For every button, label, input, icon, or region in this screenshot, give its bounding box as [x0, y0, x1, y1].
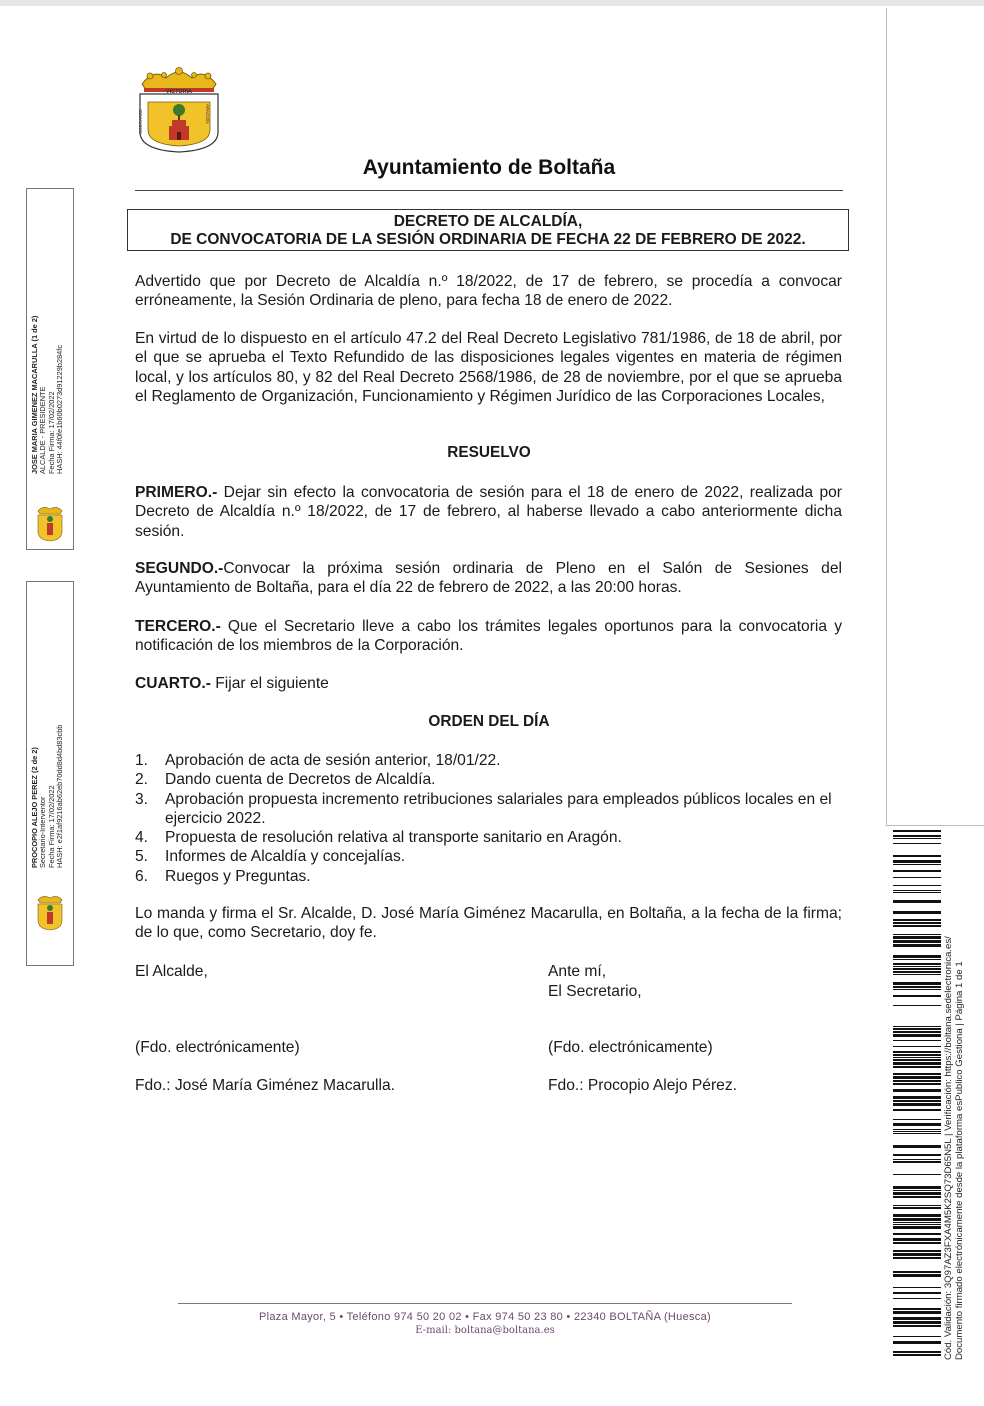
- agenda-number: 3.: [135, 790, 149, 808]
- agenda-text: Aprobación de acta de sesión anterior, 18/01/22.: [165, 752, 501, 769]
- stamp-crest-icon: [35, 894, 65, 932]
- agenda-text: Informes de Alcaldía y concejalías.: [165, 848, 406, 866]
- alcalde-electronic-sign: (Fdo. electrónicamente): [135, 1039, 300, 1056]
- tercero-label: TERCERO.-: [135, 618, 221, 635]
- resuelvo-heading: RESUELVO: [447, 444, 531, 461]
- top-border: [0, 0, 984, 6]
- validation-code: Cód. Validación: 3Q97AZ3FXA4M5K2SQ73D65N5L | Verificación: https://boltana.sedelectronica.es/: [943, 936, 954, 1360]
- stamp-signer-role: ALCALDE - PRESIDENTE: [38, 386, 48, 474]
- stamp-hash: HASH: 44f0fe1b60b0273d91229b284fc: [55, 344, 65, 474]
- agenda-text: Propuesta de resolución relativa al transporte sanitario en Aragón.: [165, 829, 622, 847]
- stamp-signer-role: Secretario-Interventor: [38, 796, 48, 868]
- stamp-text-block: [31, 725, 65, 868]
- agenda-text: Aprobación propuesta incremento retribuciones salariales para empleados públicos locales en el ejercicio 2022.: [165, 790, 832, 827]
- primero-label: PRIMERO.-: [135, 484, 218, 501]
- stamp-sign-date: Fecha Firma: 17/02/2022: [46, 785, 56, 868]
- resolution-segundo: [135, 559, 842, 598]
- crest-left-text: SOBRARBE: [138, 108, 143, 134]
- stamp-hash: HASH: e2f1af9216ab62eb70dd8d4bd83cbb: [55, 724, 65, 868]
- paragraph-1: Advertido que por Decreto de Alcaldía n.º 18/2022, de 17 de febrero, se procedía a convocar erróneamente, la Sesión Ordinaria de pleno, para fecha 18 de enero de 2022.: [135, 273, 842, 310]
- segundo-text: Convocar la próxima sesión ordinaria de Pleno en el Salón de Sesiones del Ayuntamiento de Boltaña, para el día 22 de febrero de 2022, a las 20:00 horas.: [135, 560, 842, 597]
- organization-name: Ayuntamiento de Boltaña: [362, 156, 616, 179]
- secretario-electronic-sign: (Fdo. electrónicamente): [548, 1039, 713, 1056]
- alcalde-role: El Alcalde,: [135, 963, 208, 980]
- agenda-list: [135, 751, 842, 886]
- decree-title-line2: DE CONVOCATORIA DE LA SESIÓN ORDINARIA DE FECHA 22 DE FEBRERO DE 2022.: [170, 231, 806, 248]
- alcalde-signature-name: Fdo.: José María Giménez Macarulla.: [135, 1077, 395, 1094]
- header-divider: [135, 190, 843, 191]
- list-item: [135, 828, 842, 847]
- agenda-text: Ruegos y Preguntas.: [165, 867, 311, 885]
- signature-stamp-secretario: [26, 581, 74, 966]
- municipal-crest-icon: [134, 66, 224, 154]
- footer-address: Plaza Mayor, 5 • Teléfono 974 50 20 02 • Fax 974 50 23 80 • 22340 BOLTAÑA (Huesca): [259, 1311, 711, 1323]
- footer-divider: [178, 1303, 792, 1304]
- stamp-crest-icon: [35, 505, 65, 543]
- agenda-number: 6.: [135, 867, 149, 885]
- list-item: [135, 790, 842, 829]
- stamp-signer-name: PROCOPIO ALEJO PEREZ (2 de 2): [30, 747, 39, 868]
- list-item: [135, 770, 842, 789]
- list-item: [135, 867, 842, 886]
- secretario-role-2: El Secretario,: [548, 983, 642, 1000]
- cuarto-text: Fijar el siguiente: [210, 675, 329, 692]
- resolution-primero: [135, 483, 842, 541]
- secretario-signature-name: Fdo.: Procopio Alejo Pérez.: [548, 1077, 737, 1094]
- agenda-text: Dando cuenta de Decretos de Alcaldía.: [165, 771, 436, 789]
- signature-stamp-alcalde: [26, 188, 74, 550]
- barcode-icon: [893, 830, 941, 1360]
- right-margin-panel: [886, 8, 984, 826]
- crest-right-text: ARAGON: [205, 104, 210, 124]
- list-item: [135, 751, 842, 770]
- agenda-number: 4.: [135, 829, 149, 847]
- stamp-sign-date: Fecha Firma: 17/02/2022: [46, 391, 56, 474]
- validation-platform: Documento firmado electrónicamente desde la plataforma esPublico Gestiona | Página 1 de 1: [954, 961, 965, 1360]
- secretario-role-1: Ante mí,: [548, 963, 607, 980]
- validation-text: [943, 936, 965, 1360]
- footer-email: E-mail: boltana@boltana.es: [415, 1325, 555, 1336]
- stamp-text-block: [31, 316, 65, 474]
- primero-text: Dejar sin efecto la convocatoria de sesión para el 18 de enero de 2022, realizada por Decreto de Alcaldía n.º 18/2022, de 17 de febrero, al haberse llevado a cabo anteriormente dicha sesión.: [135, 484, 842, 540]
- resolution-tercero: [135, 617, 842, 656]
- agenda-number: 5.: [135, 848, 149, 866]
- closing-paragraph: Lo manda y firma el Sr. Alcalde, D. José María Giménez Macarulla, en Boltaña, a la fecha de la firma; de lo que, como Secretario, doy fe.: [135, 905, 842, 942]
- paragraph-2: En virtud de lo dispuesto en el artículo 47.2 del Real Decreto Legislativo 781/1986, de 18 de abril, por el que se aprueba el Texto Refundido de las disposiciones legales vigentes en materia de régimen local, y los artículos 80, y 82 del Real Decreto 2568/1986, de 28 de noviembre, por el que se aprueba el Reglamento de Organización, Funcionamiento y Régimen Jurídico de las Corporaciones Locales,: [135, 330, 842, 405]
- crest-banner-text: VICTORIA: [165, 89, 193, 95]
- tercero-text: Que el Secretario lleve a cabo los trámites legales oportunos para la convocatoria y notificación de los miembros de la Corporación.: [135, 618, 842, 655]
- stamp-signer-name: JOSE MARIA GIMENEZ MACARULLA (1 de 2): [30, 315, 39, 474]
- cuarto-label: CUARTO.-: [135, 675, 211, 692]
- orden-del-dia-heading: ORDEN DEL DÍA: [428, 713, 550, 730]
- decree-title-box: [127, 209, 849, 251]
- agenda-number: 2.: [135, 771, 149, 789]
- resolution-cuarto: [135, 674, 842, 693]
- decree-title-line1: DECRETO DE ALCALDÍA,: [393, 213, 583, 230]
- list-item: [135, 847, 842, 866]
- agenda-number: 1.: [135, 752, 149, 769]
- segundo-label: SEGUNDO.-: [135, 560, 224, 577]
